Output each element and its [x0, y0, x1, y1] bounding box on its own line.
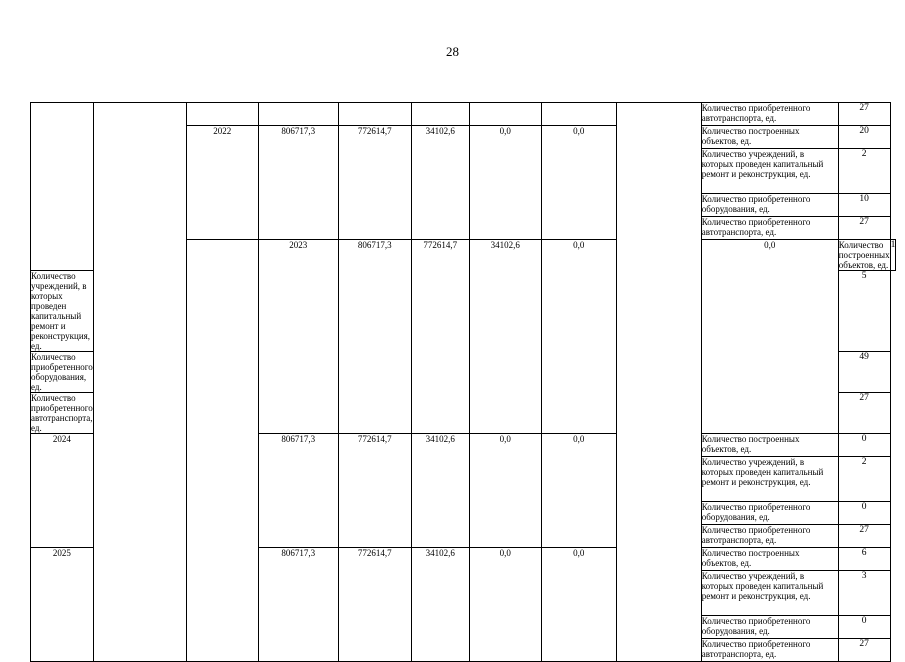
total-cell: 806717,3 [258, 126, 338, 240]
indicator-cell: Количество построенных объектов, ед. [701, 548, 838, 571]
value-cell: 1 [890, 240, 896, 271]
indicator-cell: Количество приобретенного автотранспорта, ед. [701, 639, 838, 662]
col3-cell: 34102,6 [469, 240, 541, 434]
col5-cell: 0,0 [541, 548, 616, 662]
col4-cell: 0,0 [469, 434, 541, 548]
col2-cell: 772614,7 [338, 434, 411, 548]
indicator-cell: Количество приобретенного автотранспорта, ед. [701, 103, 838, 126]
col-a-cell [186, 240, 258, 662]
value-cell: 27 [838, 639, 890, 662]
indicator-cell: Количество приобретенного оборудования, ед. [701, 616, 838, 639]
total-cell: 806717,3 [338, 240, 411, 434]
value-cell: 27 [838, 103, 890, 126]
col5-cell: 0,0 [541, 434, 616, 548]
value-cell: 27 [838, 393, 890, 434]
value-cell: 27 [838, 217, 890, 240]
value-cell: 2 [838, 149, 890, 194]
indicator-cell: Количество приобретенного оборудования, ед. [31, 352, 93, 392]
indicator-cell: Количество построенных объектов, ед. [701, 126, 838, 149]
value-cell: 5 [838, 271, 890, 352]
col4-cell: 0,0 [541, 240, 616, 434]
indicator-cell: Количество учреждений, в которых проведен капитальный ремонт и реконструкция, ед. [701, 149, 838, 194]
value-cell: 10 [838, 194, 890, 217]
value-cell: 6 [838, 548, 890, 571]
value-cell: 3 [838, 571, 890, 616]
value-cell: 27 [838, 525, 890, 548]
indicator-cell: Количество учреждений, в которых проведен капитальный ремонт и реконструкция, ед. [701, 457, 838, 502]
col2-cell [338, 103, 411, 126]
year-cell: 2024 [31, 434, 94, 548]
col3-cell: 34102,6 [411, 126, 469, 240]
col-b-cell [93, 103, 186, 662]
col5-cell: 0,0 [541, 126, 616, 240]
year-cell: 2022 [186, 126, 258, 240]
indicator-cell: Количество приобретенного оборудования, ед. [701, 194, 838, 217]
col3-cell: 34102,6 [411, 434, 469, 548]
col2-cell: 772614,7 [338, 126, 411, 240]
year-cell: 2023 [258, 240, 338, 434]
page-number: 28 [446, 44, 459, 59]
total-cell [258, 103, 338, 126]
col-i-cell [616, 103, 701, 662]
value-cell: 49 [838, 352, 890, 393]
value-cell: 0 [838, 502, 890, 525]
total-cell: 806717,3 [258, 548, 338, 662]
col4-cell [469, 103, 541, 126]
col2-cell: 772614,7 [338, 548, 411, 662]
indicator-cell: Количество учреждений, в которых проведен капитальный ремонт и реконструкция, ед. [701, 571, 838, 616]
col4-cell: 0,0 [469, 548, 541, 662]
year-cell: 2025 [31, 548, 94, 662]
total-cell: 806717,3 [258, 434, 338, 548]
col5-cell: 0,0 [701, 240, 838, 434]
indicator-cell: Количество построенных объектов, ед. [838, 240, 890, 270]
indicator-cell: Количество приобретенного оборудования, ед. [701, 502, 838, 525]
year-cell [186, 103, 258, 126]
indicator-cell: Количество построенных объектов, ед. [701, 434, 838, 457]
value-cell: 0 [838, 616, 890, 639]
indicator-cell: Количество приобретенного автотранспорта, ед. [701, 525, 838, 548]
col-a-cell [31, 103, 94, 271]
indicator-cell: Количество учреждений, в которых проведен капитальный ремонт и реконструкция, ед. [31, 271, 94, 352]
indicator-cell: Количество приобретенного автотранспорта, ед. [701, 217, 838, 240]
table-row [31, 103, 896, 126]
col3-cell [411, 103, 469, 126]
value-cell: 0 [838, 434, 890, 457]
value-cell: 20 [838, 126, 890, 149]
value-cell: 2 [838, 457, 890, 502]
col2-cell: 772614,7 [411, 240, 469, 434]
col4-cell: 0,0 [469, 126, 541, 240]
col3-cell: 34102,6 [411, 548, 469, 662]
col5-cell [541, 103, 616, 126]
indicator-cell: Количество приобретенного автотранспорта, ед. [31, 393, 93, 433]
data-table [30, 102, 896, 662]
